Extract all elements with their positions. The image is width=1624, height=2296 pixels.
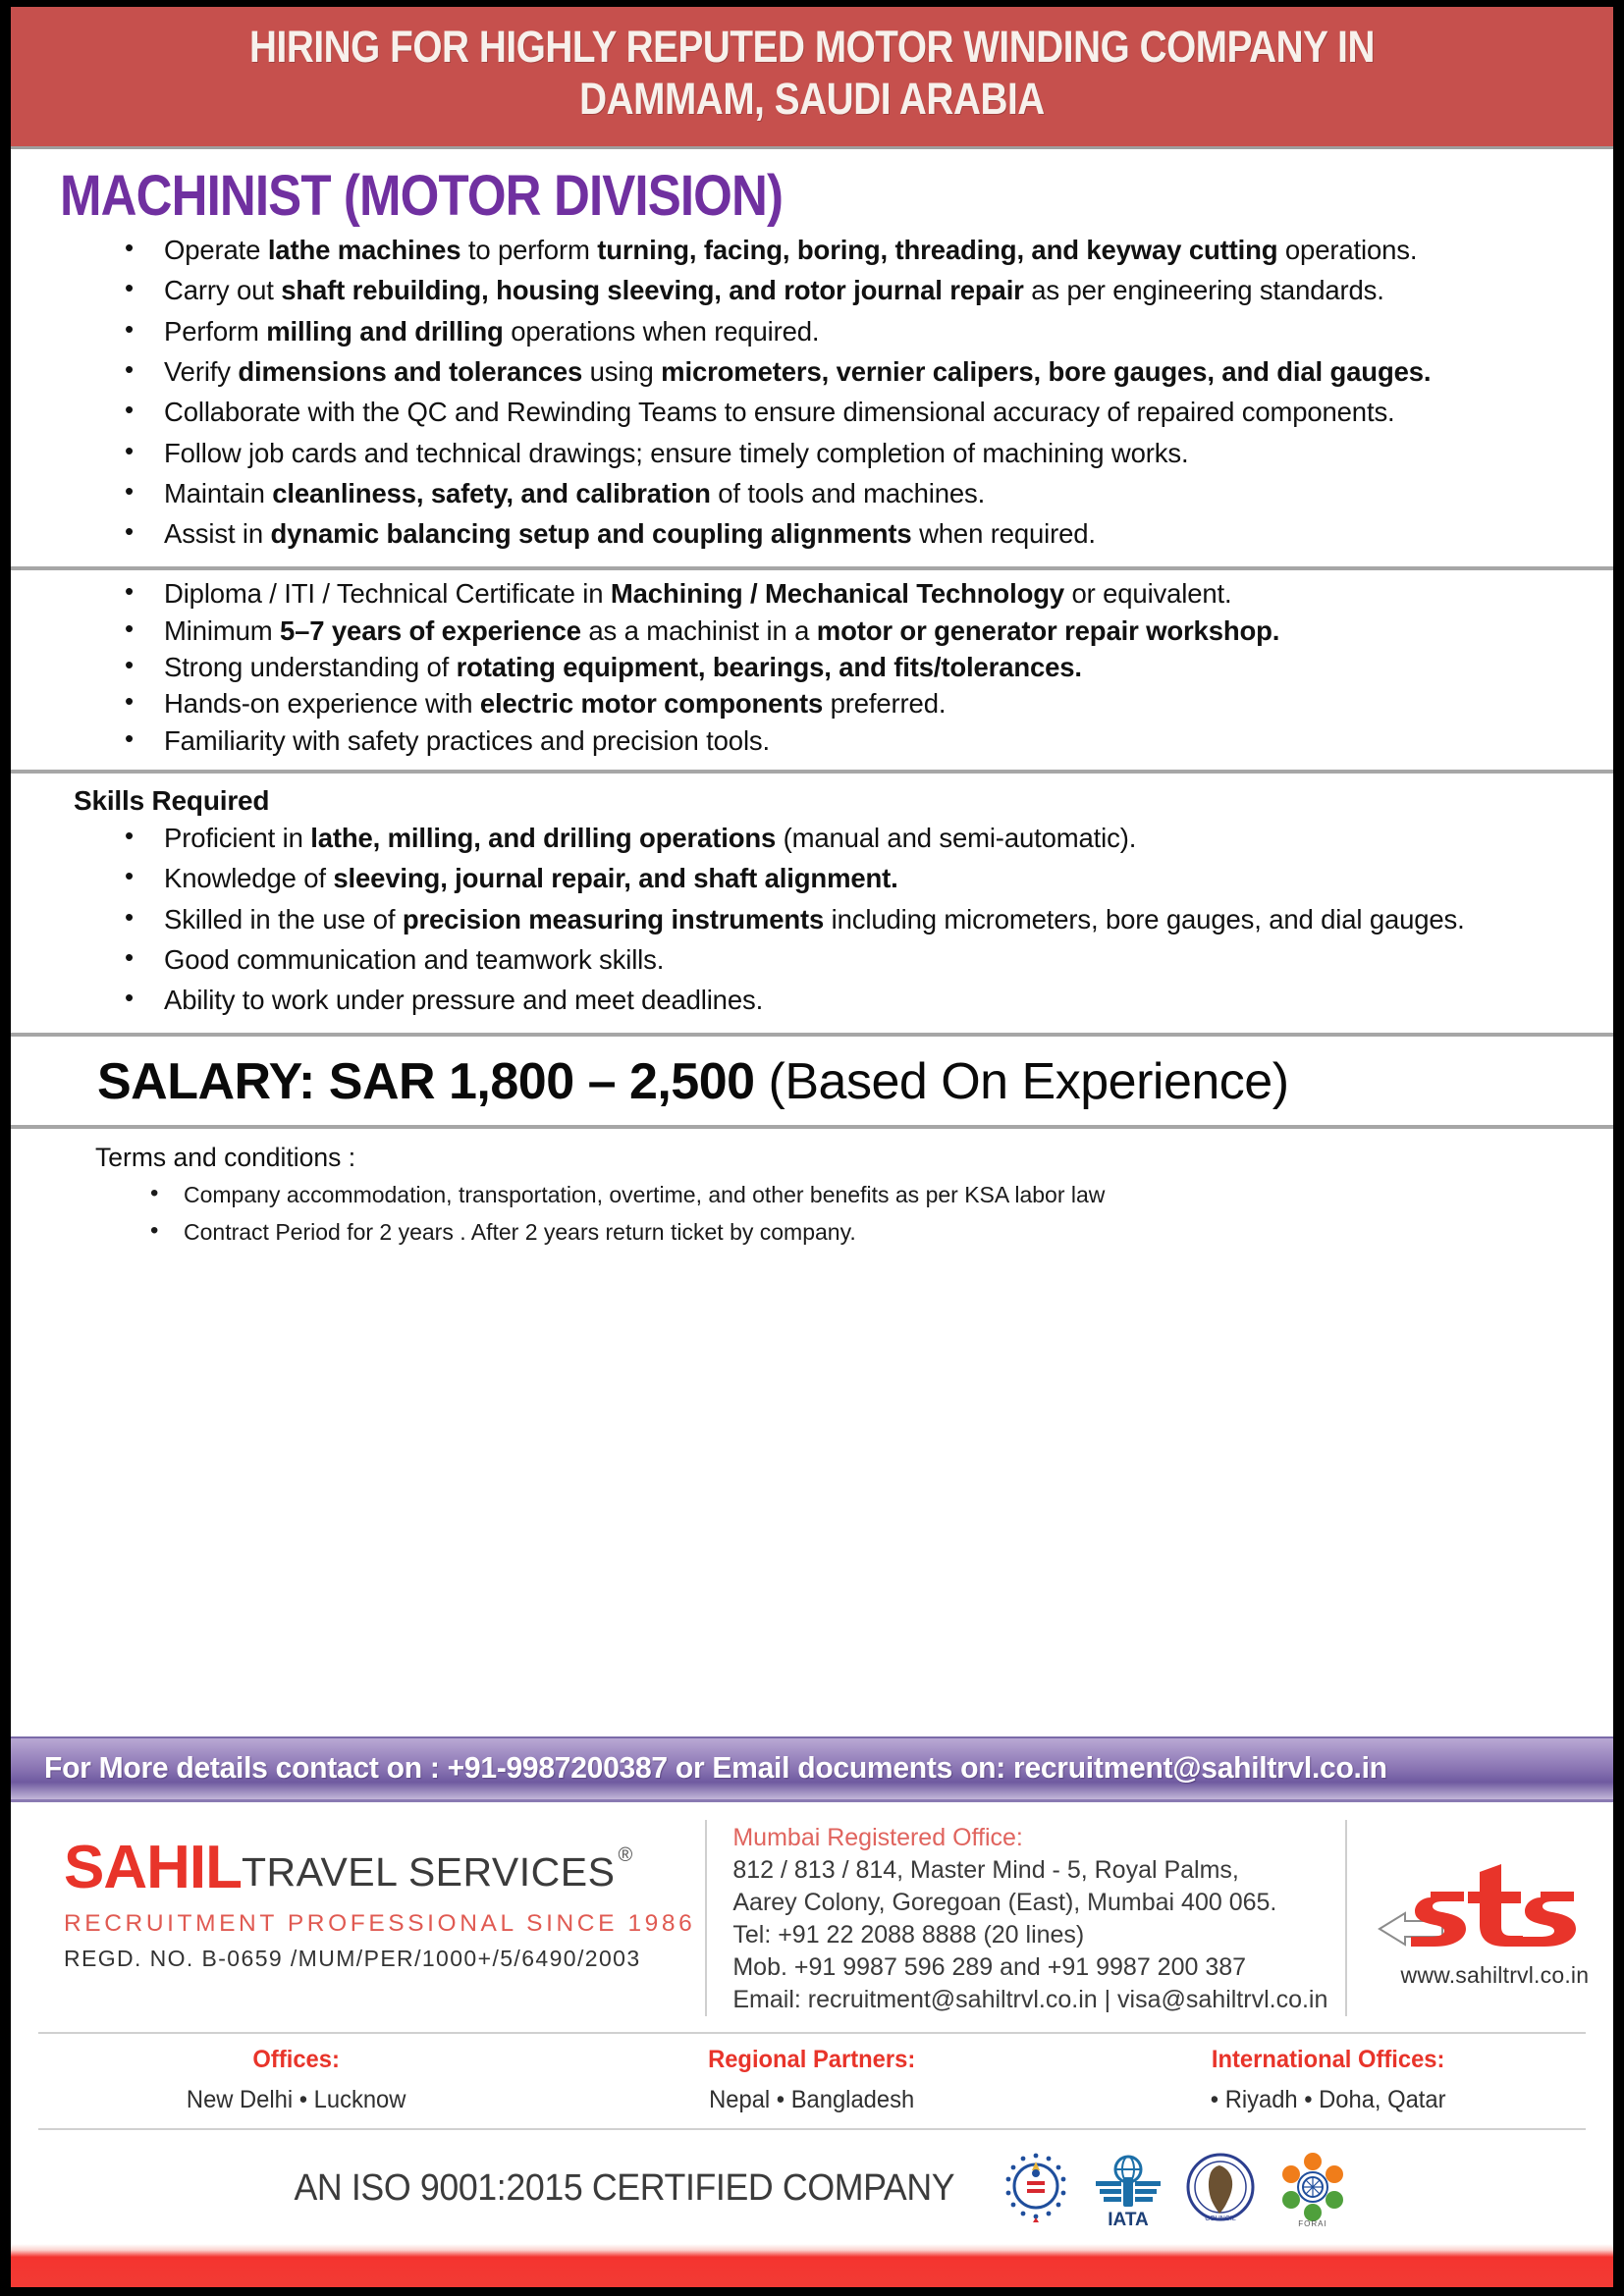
forai-badge-icon	[1274, 2148, 1351, 2228]
footer	[11, 1802, 1613, 2287]
regional-partners-values: Nepal • Bangladesh	[709, 2086, 915, 2113]
body-text: operations.	[1277, 235, 1418, 266]
contact-banner	[11, 1736, 1613, 1802]
skills-section	[11, 774, 1613, 1033]
list-item	[117, 861, 1588, 896]
body-text: using	[582, 355, 662, 387]
body-text: Good communication and teamwork skills.	[164, 943, 665, 975]
list-item	[117, 902, 1588, 937]
emphasis-text: 5–7 years of experience	[279, 614, 581, 646]
body-text: Minimum	[164, 614, 280, 646]
address-line: 812 / 813 / 814, Master Mind - 5, Royal Palms,	[732, 1856, 1239, 1884]
emphasis-text: sleeving, journal repair, and shaft alignment.	[333, 863, 898, 894]
body-text: Strong understanding of	[164, 652, 457, 683]
terms-title: Terms and conditions :	[95, 1143, 356, 1173]
qualifications-section	[11, 570, 1613, 769]
body-text: Proficient in	[164, 822, 311, 853]
duties-list	[36, 233, 1588, 552]
svg-text:IATA: IATA	[1108, 2210, 1149, 2228]
body-text: Diploma / ITI / Technical Certificate in	[164, 578, 611, 610]
list-item	[117, 723, 1588, 759]
emphasis-text: lathe machines	[267, 235, 461, 266]
international-offices-values: • Riyadh • Doha, Qatar	[1210, 2086, 1446, 2113]
emphasis-text: Machining / Mechanical Technology	[610, 578, 1065, 610]
body-text: Maintain	[164, 477, 273, 508]
body-text: Hands-on experience with	[164, 688, 480, 720]
emphasis-text: precision measuring instruments	[402, 903, 825, 934]
body-text: as a machinist in a	[580, 614, 817, 646]
header-banner	[11, 7, 1613, 149]
salary-amount: SALARY: SAR 1,800 – 2,500	[97, 1053, 755, 1111]
body-text: when required.	[911, 518, 1096, 550]
body-text: Ability to work under pressure and meet deadlines.	[164, 985, 764, 1016]
iso-certification-text: AN ISO 9001:2015 CERTIFIED COMPANY	[294, 2166, 955, 2209]
header-title-line2: DAMMAM, SAUDI ARABIA	[579, 74, 1045, 125]
emphasis-text: cleanliness, safety, and calibration	[272, 477, 711, 508]
sts-logo	[1347, 1820, 1624, 2016]
body-text: Carry out	[164, 275, 282, 306]
sts-website[interactable]: www.sahiltrvl.co.in	[1400, 1961, 1590, 1988]
body-text: Knowledge of	[164, 863, 334, 894]
salary-line	[97, 1052, 1613, 1111]
list-item	[117, 273, 1588, 308]
contact-text[interactable]: For More details contact on : +91-9987200387 or Email documents on: recruitment@sahiltrvl.co.in	[44, 1750, 1387, 1785]
body-text: Familiarity with safety practices and precision tools.	[164, 724, 771, 756]
list-item	[117, 436, 1588, 471]
regional-partners-column	[554, 2046, 1069, 2114]
list-item	[117, 686, 1588, 721]
list-item	[117, 233, 1588, 268]
skills-heading: Skills Required	[74, 784, 270, 816]
list-item	[117, 354, 1588, 390]
company-logo	[34, 1820, 707, 2016]
certification-row	[11, 2130, 1613, 2238]
address-line: Aarey Colony, Goregoan (East), Mumbai 400 065.	[732, 1889, 1277, 1916]
body-text: preferred.	[823, 688, 947, 720]
logo-wordmark	[64, 1834, 695, 1901]
body-text: Skilled in the use of	[164, 903, 403, 934]
svg-text:COUNCIL: COUNCIL	[1205, 2216, 1236, 2222]
emphasis-text: milling and drilling	[266, 315, 504, 347]
salary-section	[11, 1037, 1613, 1125]
emphasis-text: turning, facing, boring, threading, and keyway cutting	[597, 235, 1278, 266]
sts-wordmark-icon	[1372, 1852, 1617, 1960]
footer-top-row	[11, 1802, 1613, 2026]
body-text: Perform	[164, 315, 267, 347]
logo-registration-number: REGD. NO. B-0659 /MUM/PER/1000+/5/6490/2003	[64, 1946, 641, 1971]
emphasis-text: shaft rebuilding, housing sleeving, and rotor journal repair	[281, 275, 1024, 306]
header-title-line1: HIRING FOR HIGHLY REPUTED MOTOR WINDING COMPANY IN	[248, 22, 1376, 72]
list-item	[117, 395, 1588, 430]
certification-badges	[998, 2148, 1351, 2228]
body-content	[11, 149, 1613, 1736]
list-item	[117, 576, 1588, 612]
body-text: (manual and semi-automatic).	[776, 822, 1137, 853]
regional-partners-heading: Regional Partners:	[708, 2046, 916, 2073]
body-text: including micrometers, bore gauges, and dial gauges.	[824, 903, 1465, 934]
duties-section	[11, 149, 1613, 566]
body-text: Assist in	[164, 518, 271, 550]
international-offices-column	[1070, 2046, 1586, 2114]
body-text: of tools and machines.	[710, 477, 986, 508]
terms-section	[11, 1129, 1613, 1266]
svg-text:FORAI: FORAI	[1298, 2219, 1327, 2228]
list-item	[117, 314, 1588, 349]
emphasis-text: dynamic balancing setup and coupling alignments	[270, 518, 912, 550]
list-item	[117, 516, 1588, 552]
registered-trademark-icon: ®	[618, 1844, 633, 1866]
body-text: Follow job cards and technical drawings; ensure timely completion of machining works.	[164, 437, 1189, 468]
list-item	[117, 983, 1588, 1018]
emphasis-text: motor or generator repair workshop.	[816, 614, 1280, 646]
iata-badge-icon	[1090, 2148, 1166, 2228]
body-text: Verify	[164, 355, 239, 387]
list-item	[117, 650, 1588, 685]
body-text: Collaborate with the QC and Rewinding Teams to ensure dimensional accuracy of repaired components.	[164, 397, 1395, 428]
list-item	[117, 614, 1588, 649]
body-text: Operate	[164, 235, 268, 266]
export-council-badge-icon	[1182, 2148, 1259, 2228]
address-heading: Mumbai Registered Office:	[732, 1824, 1023, 1851]
body-text: to perform	[460, 235, 598, 266]
address-line: Mob. +91 9987 596 289 and +91 9987 200 387	[732, 1953, 1247, 1981]
body-text: or equivalent.	[1064, 578, 1232, 610]
address-line[interactable]: Email: recruitment@sahiltrvl.co.in | visa@sahiltrvl.co.in	[732, 1986, 1328, 2013]
offices-column	[38, 2046, 554, 2114]
skills-list	[36, 821, 1588, 1018]
logo-main-text: SAHIL	[64, 1834, 242, 1901]
terms-list	[36, 1179, 1588, 1249]
offices-values: New Delhi • Lucknow	[186, 2086, 406, 2113]
body-text: operations when required.	[503, 315, 820, 347]
list-item: • Contract Period for 2 years . After 2 years return ticket by company.	[144, 1216, 1588, 1249]
emphasis-text: micrometers, vernier calipers, bore gauges, and dial gauges.	[661, 355, 1432, 387]
emphasis-text: rotating equipment, bearings, and fits/tolerances.	[456, 652, 1082, 683]
registered-office-address	[707, 1820, 1347, 2016]
salary-note: (Based On Experience)	[754, 1053, 1289, 1111]
address-line: Tel: +91 22 2088 8888 (20 lines)	[732, 1921, 1085, 1949]
bottom-red-bar	[11, 2244, 1613, 2287]
emphasis-text: electric motor components	[479, 688, 824, 720]
page-title: MACHINIST (MOTOR DIVISION)	[60, 164, 784, 229]
offices-row	[38, 2032, 1586, 2130]
list-item	[117, 821, 1588, 856]
qualifications-list	[36, 576, 1588, 758]
emphasis-text: dimensions and tolerances	[238, 355, 583, 387]
international-offices-heading: International Offices:	[1211, 2046, 1445, 2073]
embassy-seal-badge-icon	[998, 2148, 1074, 2228]
emphasis-text: lathe, milling, and drilling operations	[310, 822, 777, 853]
list-item: • Company accommodation, transportation, overtime, and other benefits as per KSA labor law	[144, 1179, 1588, 1211]
logo-sub-text: TRAVEL SERVICES	[242, 1849, 616, 1895]
list-item	[117, 942, 1588, 978]
offices-heading: Offices:	[252, 2046, 340, 2073]
logo-tagline: RECRUITMENT PROFESSIONAL SINCE 1986	[64, 1910, 696, 1937]
body-text: as per engineering standards.	[1023, 275, 1384, 306]
list-item	[117, 476, 1588, 511]
